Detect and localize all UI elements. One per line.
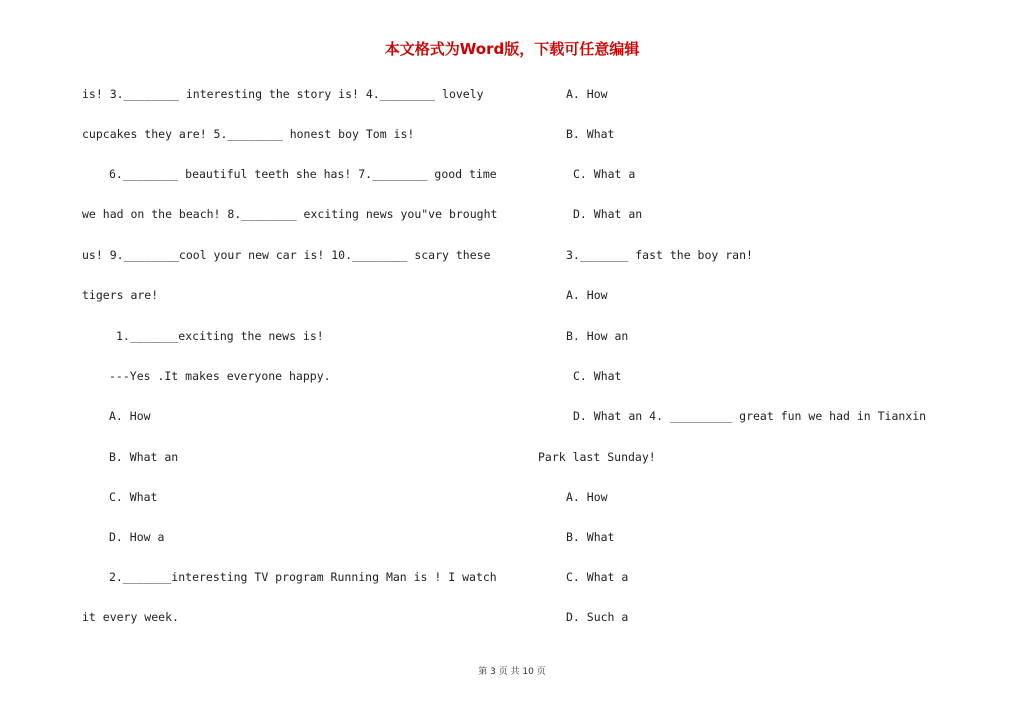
left-line-1: is! 3.________ interesting the story is! 4.________ lovely xyxy=(82,87,484,101)
left-line-11: C. What xyxy=(109,490,158,504)
right-line-13: C. What a xyxy=(566,570,629,584)
right-line-5: 3._______ fast the boy ran! xyxy=(566,248,753,262)
left-line-8: ---Yes .It makes everyone happy. xyxy=(109,369,331,383)
document-header: 本文格式为Word版，下载可任意编辑 xyxy=(384,40,640,58)
right-line-9: D. What an 4. _________ great fun we had in Tianxin xyxy=(573,409,927,423)
right-line-2: B. What xyxy=(566,127,615,141)
left-line-7: 1._______exciting the news is! xyxy=(116,329,324,343)
right-line-11: A. How xyxy=(566,490,608,504)
left-line-13: 2._______interesting TV program Running Man is ! I watch xyxy=(109,570,497,584)
left-line-6: tigers are! xyxy=(82,288,159,302)
left-line-9: A. How xyxy=(109,409,151,423)
right-line-4: D. What an xyxy=(573,207,643,221)
left-line-2: cupcakes they are! 5.________ honest boy Tom is! xyxy=(82,127,415,141)
right-line-6: A. How xyxy=(566,288,608,302)
page-number: 第 3 页 共 10 页 xyxy=(478,667,546,677)
right-line-14: D. Such a xyxy=(566,610,629,624)
left-line-4: we had on the beach! 8.________ exciting news you"ve brought xyxy=(82,207,498,221)
right-line-7: B. How an xyxy=(566,329,629,343)
left-line-12: D. How a xyxy=(109,530,165,544)
left-line-3: 6.________ beautiful teeth she has! 7.________ good time xyxy=(109,167,497,181)
left-line-10: B. What an xyxy=(109,450,179,464)
right-line-3: C. What a xyxy=(573,167,636,181)
left-line-5: us! 9.________cool your new car is! 10.________ scary these xyxy=(82,248,491,262)
right-line-8: C. What xyxy=(573,369,622,383)
right-line-1: A. How xyxy=(566,87,608,101)
left-line-14: it every week. xyxy=(82,610,179,624)
right-line-12: B. What xyxy=(566,530,615,544)
right-line-10: Park last Sunday! xyxy=(538,450,656,464)
